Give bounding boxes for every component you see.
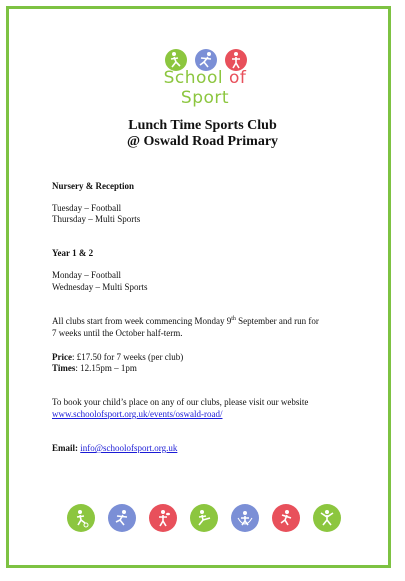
year12-heading: Year 1 & 2: [52, 248, 94, 258]
runner-icon: [108, 504, 136, 532]
page-title: Lunch Time Sports Club: [128, 118, 277, 133]
kicking-player-icon: [190, 504, 218, 532]
booking-link-line: [52, 409, 222, 420]
price-line: Price: £17.50 for 7 weeks (per club): [52, 352, 184, 362]
logo-word-sport: Sport: [180, 88, 230, 108]
email-line: Email: info@schoolofsport.org.uk: [52, 443, 178, 453]
website-link[interactable]: www.schoolofsport.org.uk/events/oswald-road/: [52, 409, 223, 419]
dancer-icon: [272, 504, 300, 532]
rugby-player-icon: [149, 504, 177, 532]
gymnast-icon: [313, 504, 341, 532]
nursery-line-2: Thursday – Multi Sports: [52, 214, 141, 224]
email-link[interactable]: info@schoolofsport.org.uk: [80, 443, 178, 453]
year12-line-2: Wednesday – Multi Sports: [52, 282, 148, 292]
logo-word-school: School: [163, 68, 224, 88]
start-info-line-2: 7 weeks until the October half-term.: [52, 328, 183, 338]
page-subtitle: @ Oswald Road Primary: [126, 134, 279, 149]
logo-wordmark: [140, 68, 270, 108]
football-player-icon: [67, 504, 95, 532]
start-info-line-1: All clubs start from week commencing Monday 9th September and run for: [52, 316, 319, 326]
footer-icons-row: [67, 504, 347, 534]
nursery-heading: Nursery & Reception: [52, 181, 134, 191]
times-line: Times: 12.15pm – 1pm: [52, 363, 137, 373]
year12-line-1: Monday – Football: [52, 270, 121, 280]
logo-word-of: of: [228, 68, 247, 88]
skipping-icon: [231, 504, 259, 532]
booking-text: To book your child’s place on any of our clubs, please visit our website: [52, 397, 309, 407]
nursery-line-1: Tuesday – Football: [52, 203, 122, 213]
